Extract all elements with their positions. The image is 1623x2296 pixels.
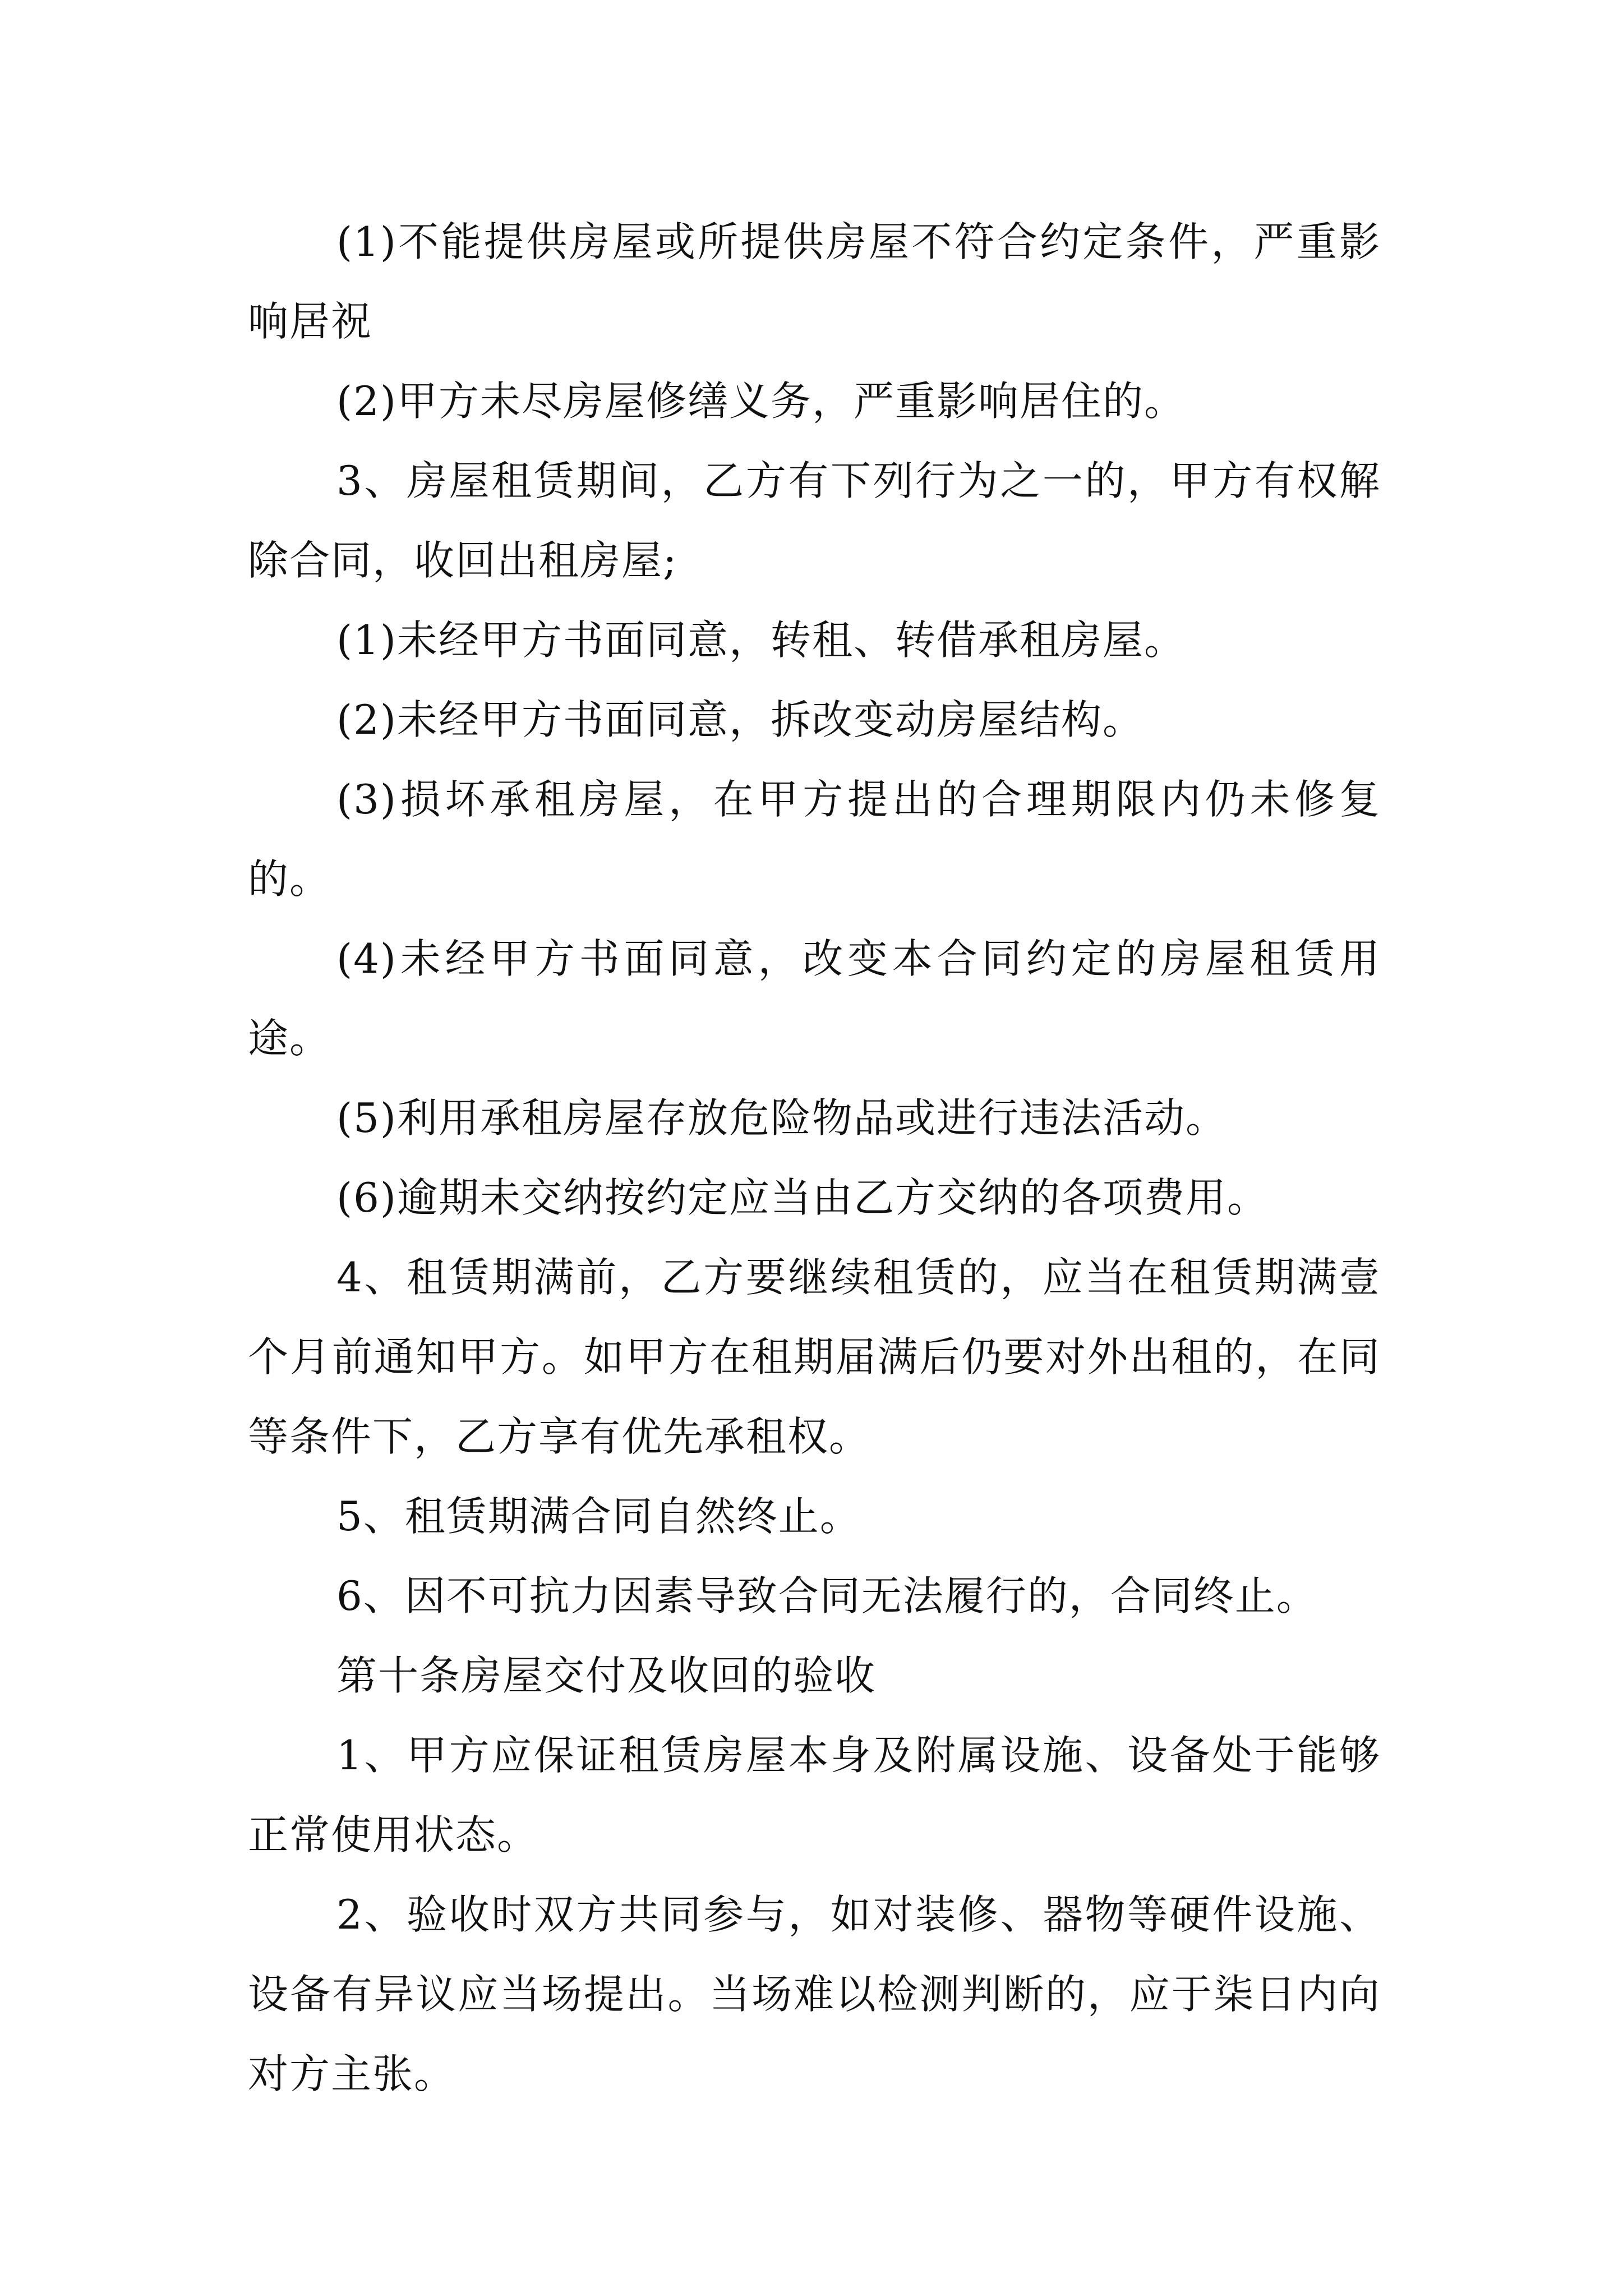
document-body [248,202,1381,2114]
paragraph: (2)甲方未尽房屋修缮义务，严重影响居住的。 [336,378,1186,425]
paragraph: 1、甲方应保证租赁房屋本身及附属设施、设备处于能够正常使用状态。 [248,1732,1381,1858]
paragraph: (3)损坏承租房屋，在甲方提出的合理期限内仍未修复的。 [248,776,1381,903]
paragraph: 3、房屋租赁期间，乙方有下列行为之一的，甲方有权解除合同，收回出租房屋; [248,457,1381,584]
paragraph: 4、租赁期满前，乙方要继续租赁的，应当在租赁期满壹个月前通知甲方。如甲方在租期届满后仍要对外出租的，在同等条件下，乙方享有优先承租权。 [248,1254,1381,1460]
paragraph: (1)未经甲方书面同意，转租、转借承租房屋。 [336,616,1186,664]
paragraph: (2)未经甲方书面同意，拆改变动房屋结构。 [336,696,1144,743]
paragraph: (1)不能提供房屋或所提供房屋不符合约定条件，严重影响居祝 [248,218,1381,345]
paragraph: 6、因不可抗力因素导致合同无法履行的，合同终止。 [336,1572,1318,1619]
paragraph: (5)利用承租房屋存放危险物品或进行违法活动。 [336,1094,1227,1142]
paragraph: (4)未经甲方书面同意，改变本合同约定的房屋租赁用途。 [248,935,1381,1062]
paragraph: 2、验收时双方共同参与，如对装修、器物等硬件设施、设备有异议应当场提出。当场难以检测判断的，应于柒日内向对方主张。 [248,1891,1381,2097]
paragraph: 5、租赁期满合同自然终止。 [336,1493,861,1540]
section-heading: 第十条房屋交付及收回的验收 [336,1652,877,1699]
paragraph: (6)逾期未交纳按约定应当由乙方交纳的各项费用。 [336,1174,1269,1221]
